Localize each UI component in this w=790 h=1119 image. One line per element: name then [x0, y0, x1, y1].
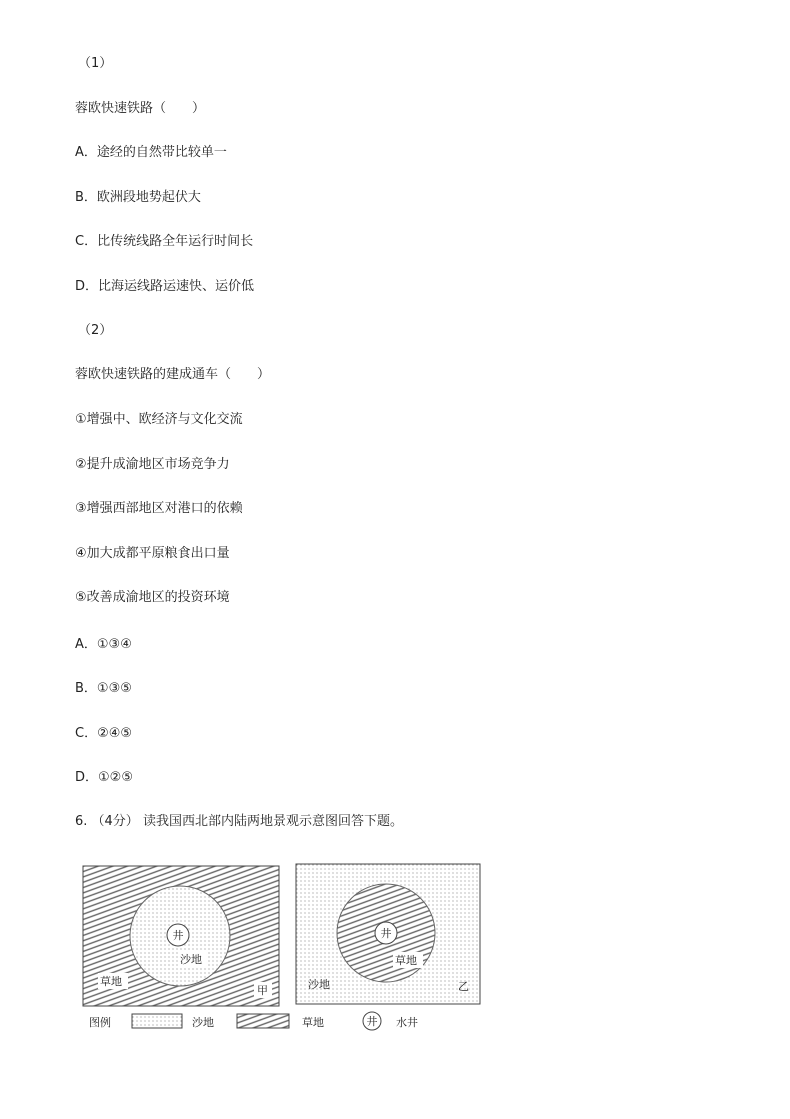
part2-option-b: B．①③⑤	[75, 681, 132, 696]
panel-jia-inner-label: 沙地	[180, 953, 202, 966]
part2-statement-5: ⑤改善成渝地区的投资环境	[75, 590, 230, 605]
part1-stem: 蓉欧快速铁路（ ）	[75, 101, 206, 116]
panel-jia-corner-label: 甲	[257, 984, 268, 997]
legend-grass-label: 草地	[302, 1016, 324, 1029]
legend-sand-label: 沙地	[192, 1016, 214, 1029]
question6-text: 6. （4分） 读我国西北部内陆两地景观示意图回答下题。	[75, 814, 403, 829]
part2-statement-1: ①增强中、欧经济与文化交流	[75, 412, 243, 427]
panel-jia	[83, 866, 279, 1006]
panel-jia-well-glyph: 井	[172, 929, 184, 942]
panel-yi-inner-label: 草地	[395, 954, 417, 967]
part1-option-b: B．欧洲段地势起伏大	[75, 190, 201, 205]
part1-option-c: C．比传统线路全年运行时间长	[75, 234, 254, 249]
part1-label: （1）	[78, 56, 113, 71]
panel-yi-well-glyph: 井	[380, 927, 392, 940]
part2-statement-4: ④加大成都平原粮食出口量	[75, 546, 230, 561]
legend-grass-swatch	[237, 1014, 289, 1028]
part2-option-d: D．①②⑤	[75, 770, 133, 785]
legend-well-glyph: 井	[366, 1015, 378, 1028]
panel-yi	[296, 864, 480, 1004]
panel-yi-corner-label: 乙	[458, 980, 469, 993]
part1-option-d: D．比海运线路运速快、运价低	[75, 279, 255, 294]
part2-stem: 蓉欧快速铁路的建成通车（ ）	[75, 367, 271, 382]
part2-statement-2: ②提升成渝地区市场竞争力	[75, 457, 230, 472]
panel-yi-outer-label: 沙地	[308, 978, 330, 991]
part2-option-c: C．②④⑤	[75, 726, 133, 741]
legend-title: 图例	[89, 1016, 111, 1029]
part2-statement-3: ③增强西部地区对港口的依赖	[75, 501, 243, 516]
legend-well-label: 水井	[396, 1016, 418, 1029]
panel-jia-outer-label: 草地	[100, 975, 122, 988]
legend-sand-swatch	[132, 1014, 182, 1028]
figure-legend	[89, 1012, 418, 1030]
part2-label: （2）	[78, 323, 113, 338]
part1-option-a: A．途经的自然带比较单一	[75, 145, 227, 160]
part2-option-a: A．①③④	[75, 637, 132, 652]
